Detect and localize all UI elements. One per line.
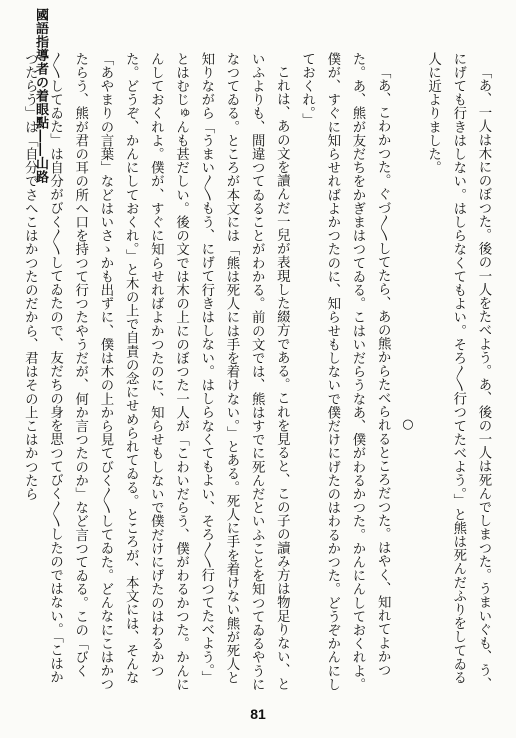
paragraph-bear-speech: 「あ、一人は木にのぼつた。後の一人をたべよう。あ、後の一人は死んでしまつた。うまいぐも、う、にげても行きはしない。はしらなくてもよい。そろ〳〵行つてたべよう。」と熊は死んだふりをしてゐる人に近よりました。 — [425, 52, 491, 691]
page-number: 81 — [250, 706, 266, 722]
running-header: 國語指導者の着眼點――山路 — [33, 8, 48, 184]
paragraph-apology-speech: 「あ、こわかつた。ぐづ〳〵してたら、あの熊からたべられるところだつた。はやく、知れてよかつた。あ、熊が友だちをかぎまはつてゐる。こはいだらうなあ、僕がわるかつた。かんにんしておくれよ。僕が、すぐに知らせればよかつたのに、知らせもしないで僕だけにげたのはわるかつた。どうぞかんにしておくれ。」 — [299, 52, 391, 692]
paragraph-commentary: これは、あの文を讀んだ一兒が表現した綴方である。これを見ると、この子の讀み方は物足りない、といふよりも、間違つてゐることがわかる。前の文では、熊はすでに死んだといふことを知つてゐるやうになつてゐる。ところが本文には「熊は死人には手を着けない。」とある。死人に手を着けない熊が死人と知りながら「うまい〳〵もう、にげて行きはしない。はしらなくてもよい、そろ〳〵行つてたべよう。」とはむじゅんも甚だしい。後の文では木の上にのぼつた一人が「こわいだらう、僕がわるかつた。かんにんしておくれよ。僕が、すぐに知らせればよかつたのに、知らせもしないで僕だけにげたのはわるかつた。どうぞ、かんにしておくれ。」と木の上で自責の念にせめられてゐる。ところが、本文には、そんな「あやまりの言葉」などはいさゝかも出ずに、僕は木の上から見てびく〳〵してゐた。どんなにこはかつたらう、熊が君の耳の所へ口を持つて行つたやうだが、何か言つたのか」など言つてゐる。この「びく〳〵してゐた」は自分がびく〳〵してゐたので、友だちの身を思つてびく〳〵したのではない。「こはかつたらう」は「自分でさへこはかつたのだから、君はその上こはかつたら — [22, 52, 290, 692]
section-marker: ○ — [400, 416, 416, 432]
